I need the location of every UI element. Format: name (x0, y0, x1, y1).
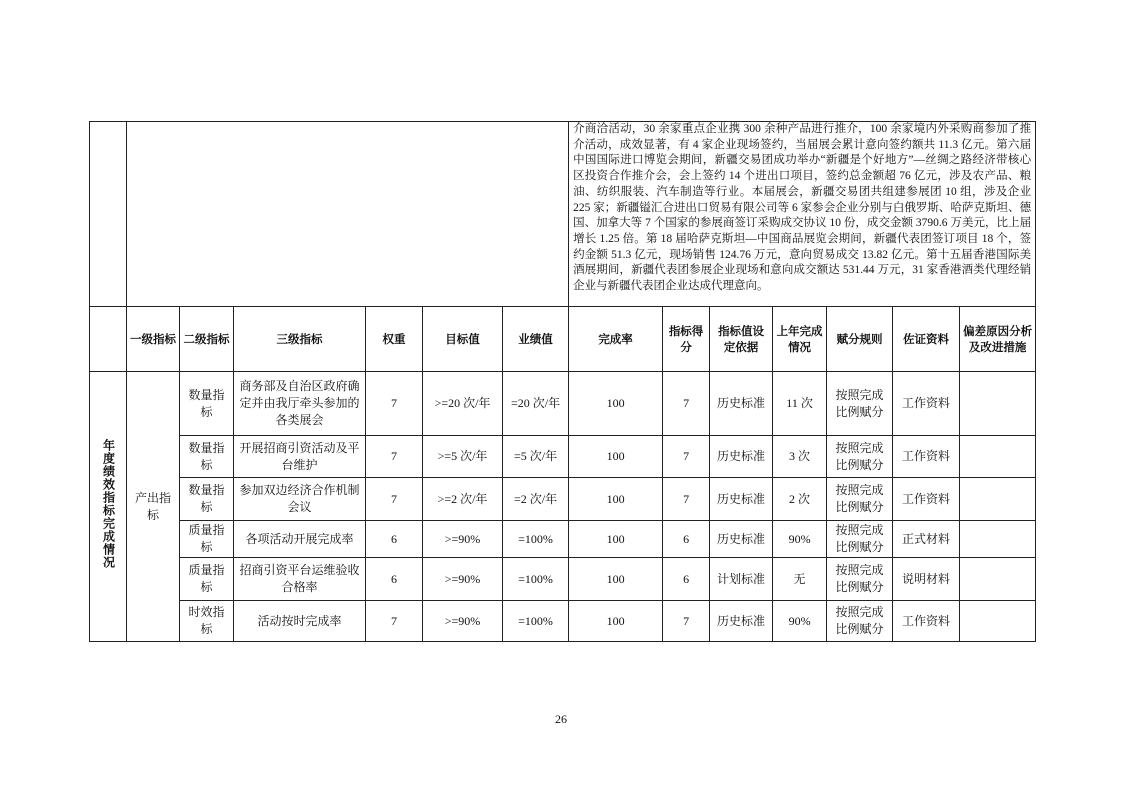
rule-cell: 按照完成比例赋分 (827, 558, 893, 601)
actual-cell: =20 次/年 (503, 372, 569, 436)
deviation-cell (960, 558, 1036, 601)
rate-cell: 100 (569, 521, 663, 558)
level2-cell: 质量指标 (180, 558, 234, 601)
header-basis: 指标值设定依据 (710, 307, 773, 372)
header-score: 指标得分 (663, 307, 710, 372)
continuation-text: 介商洽活动，30 余家重点企业携 300 余种产品进行推介，100 余家境内外采购商参加了推介活动，成效显著，有 4 家企业现场签约，当届展会累计意向签约额共 11.3 亿元。第六届中国国际进口博览会期间，新疆交易团成功举办“新疆是个好地方”—丝绸之路经济带核心区投资合作推介会，会上签约 14 个进出口项目，签约总金额超 76 亿元，涉及农产品、粮油、纺织服装、汽车制造等行业。本届展会，新疆交易团共组建参展团 10 组，涉及企业 225 家；新疆镒汇合进出口贸易有限公司等 6 家参会企业分别与白俄罗斯、哈萨克斯坦、德国、加拿大等 7 个国家的参展商签订采购成交协议 10 份，成交金额 3790.6 万美元，比上届增长 1.25 倍。第 18 届哈萨克斯坦—中国商品展览会期间，新疆代表团签订项目 18 个，签约金额 51.3 亿元，现场销售 124.76 万元，意向贸易成交 13.82 亿元。第十五届香港国际美酒展期间，新疆代表团参展企业现场和意向成交额达 531.44 万元，31 家香港酒类代理经销企业与新疆代表团企业达成代理意向。 (569, 122, 1036, 307)
score-cell: 7 (663, 372, 710, 436)
blank-cell (127, 122, 569, 307)
score-cell: 7 (663, 478, 710, 521)
rate-cell: 100 (569, 372, 663, 436)
actual-cell: =100% (503, 521, 569, 558)
deviation-cell (960, 601, 1036, 642)
table-row (90, 436, 1036, 478)
header-rate: 完成率 (569, 307, 663, 372)
deviation-cell (960, 436, 1036, 478)
score-cell: 6 (663, 558, 710, 601)
blank-cell (90, 122, 127, 307)
evidence-cell: 正式材料 (893, 521, 960, 558)
weight-cell: 6 (366, 521, 423, 558)
level1-cell: 产出指标 (127, 372, 180, 642)
header-rule: 赋分规则 (827, 307, 893, 372)
rule-cell: 按照完成比例赋分 (827, 521, 893, 558)
blank-header-cell (90, 307, 127, 372)
level3-cell: 活动按时完成率 (234, 601, 366, 642)
rate-cell: 100 (569, 601, 663, 642)
last-year-cell: 90% (773, 521, 827, 558)
section-label: 年度绩效指标完成情况 (101, 439, 116, 569)
last-year-cell: 3 次 (773, 436, 827, 478)
deviation-cell (960, 372, 1036, 436)
last-year-cell: 2 次 (773, 478, 827, 521)
weight-cell: 7 (366, 436, 423, 478)
section-label-cell (90, 372, 127, 642)
deviation-cell (960, 521, 1036, 558)
weight-cell: 6 (366, 558, 423, 601)
weight-cell: 7 (366, 478, 423, 521)
table-row (90, 521, 1036, 558)
header-last-year: 上年完成情况 (773, 307, 827, 372)
basis-cell: 计划标准 (710, 558, 773, 601)
target-cell: >=5 次/年 (423, 436, 503, 478)
basis-cell: 历史标准 (710, 478, 773, 521)
actual-cell: =100% (503, 558, 569, 601)
header-evidence: 佐证资料 (893, 307, 960, 372)
actual-cell: =5 次/年 (503, 436, 569, 478)
level3-cell: 商务部及自治区政府确定并由我厅牵头参加的各类展会 (234, 372, 366, 436)
header-level1: 一级指标 (127, 307, 180, 372)
rate-cell: 100 (569, 558, 663, 601)
level3-cell: 各项活动开展完成率 (234, 521, 366, 558)
level2-cell: 数量指标 (180, 372, 234, 436)
evidence-cell: 工作资料 (893, 436, 960, 478)
target-cell: >=2 次/年 (423, 478, 503, 521)
rule-cell: 按照完成比例赋分 (827, 601, 893, 642)
basis-cell: 历史标准 (710, 436, 773, 478)
continuation-row (90, 122, 1036, 307)
level2-cell: 数量指标 (180, 478, 234, 521)
rate-cell: 100 (569, 436, 663, 478)
score-cell: 7 (663, 436, 710, 478)
header-level2: 二级指标 (180, 307, 234, 372)
level2-cell: 质量指标 (180, 521, 234, 558)
rate-cell: 100 (569, 478, 663, 521)
performance-table (89, 121, 1036, 642)
last-year-cell: 11 次 (773, 372, 827, 436)
basis-cell: 历史标准 (710, 372, 773, 436)
weight-cell: 7 (366, 601, 423, 642)
level2-cell: 时效指标 (180, 601, 234, 642)
basis-cell: 历史标准 (710, 521, 773, 558)
evidence-cell: 工作资料 (893, 372, 960, 436)
page-number: 26 (555, 712, 567, 726)
target-cell: >=20 次/年 (423, 372, 503, 436)
score-cell: 7 (663, 601, 710, 642)
level3-cell: 开展招商引资活动及平台维护 (234, 436, 366, 478)
actual-cell: =100% (503, 601, 569, 642)
header-weight: 权重 (366, 307, 423, 372)
header-deviation: 偏差原因分析及改进措施 (960, 307, 1036, 372)
table-row (90, 601, 1036, 642)
target-cell: >=90% (423, 521, 503, 558)
weight-cell: 7 (366, 372, 423, 436)
deviation-cell (960, 478, 1036, 521)
rule-cell: 按照完成比例赋分 (827, 372, 893, 436)
actual-cell: =2 次/年 (503, 478, 569, 521)
table-row (90, 558, 1036, 601)
table-row (90, 372, 1036, 436)
level2-cell: 数量指标 (180, 436, 234, 478)
header-actual: 业绩值 (503, 307, 569, 372)
header-level3: 三级指标 (234, 307, 366, 372)
target-cell: >=90% (423, 558, 503, 601)
header-row (90, 307, 1036, 372)
level3-cell: 招商引资平台运维验收合格率 (234, 558, 366, 601)
rule-cell: 按照完成比例赋分 (827, 478, 893, 521)
last-year-cell: 90% (773, 601, 827, 642)
target-cell: >=90% (423, 601, 503, 642)
level3-cell: 参加双边经济合作机制会议 (234, 478, 366, 521)
rule-cell: 按照完成比例赋分 (827, 436, 893, 478)
header-target: 目标值 (423, 307, 503, 372)
evidence-cell: 工作资料 (893, 478, 960, 521)
evidence-cell: 工作资料 (893, 601, 960, 642)
table-row (90, 478, 1036, 521)
evidence-cell: 说明材料 (893, 558, 960, 601)
last-year-cell: 无 (773, 558, 827, 601)
score-cell: 6 (663, 521, 710, 558)
basis-cell: 历史标准 (710, 601, 773, 642)
